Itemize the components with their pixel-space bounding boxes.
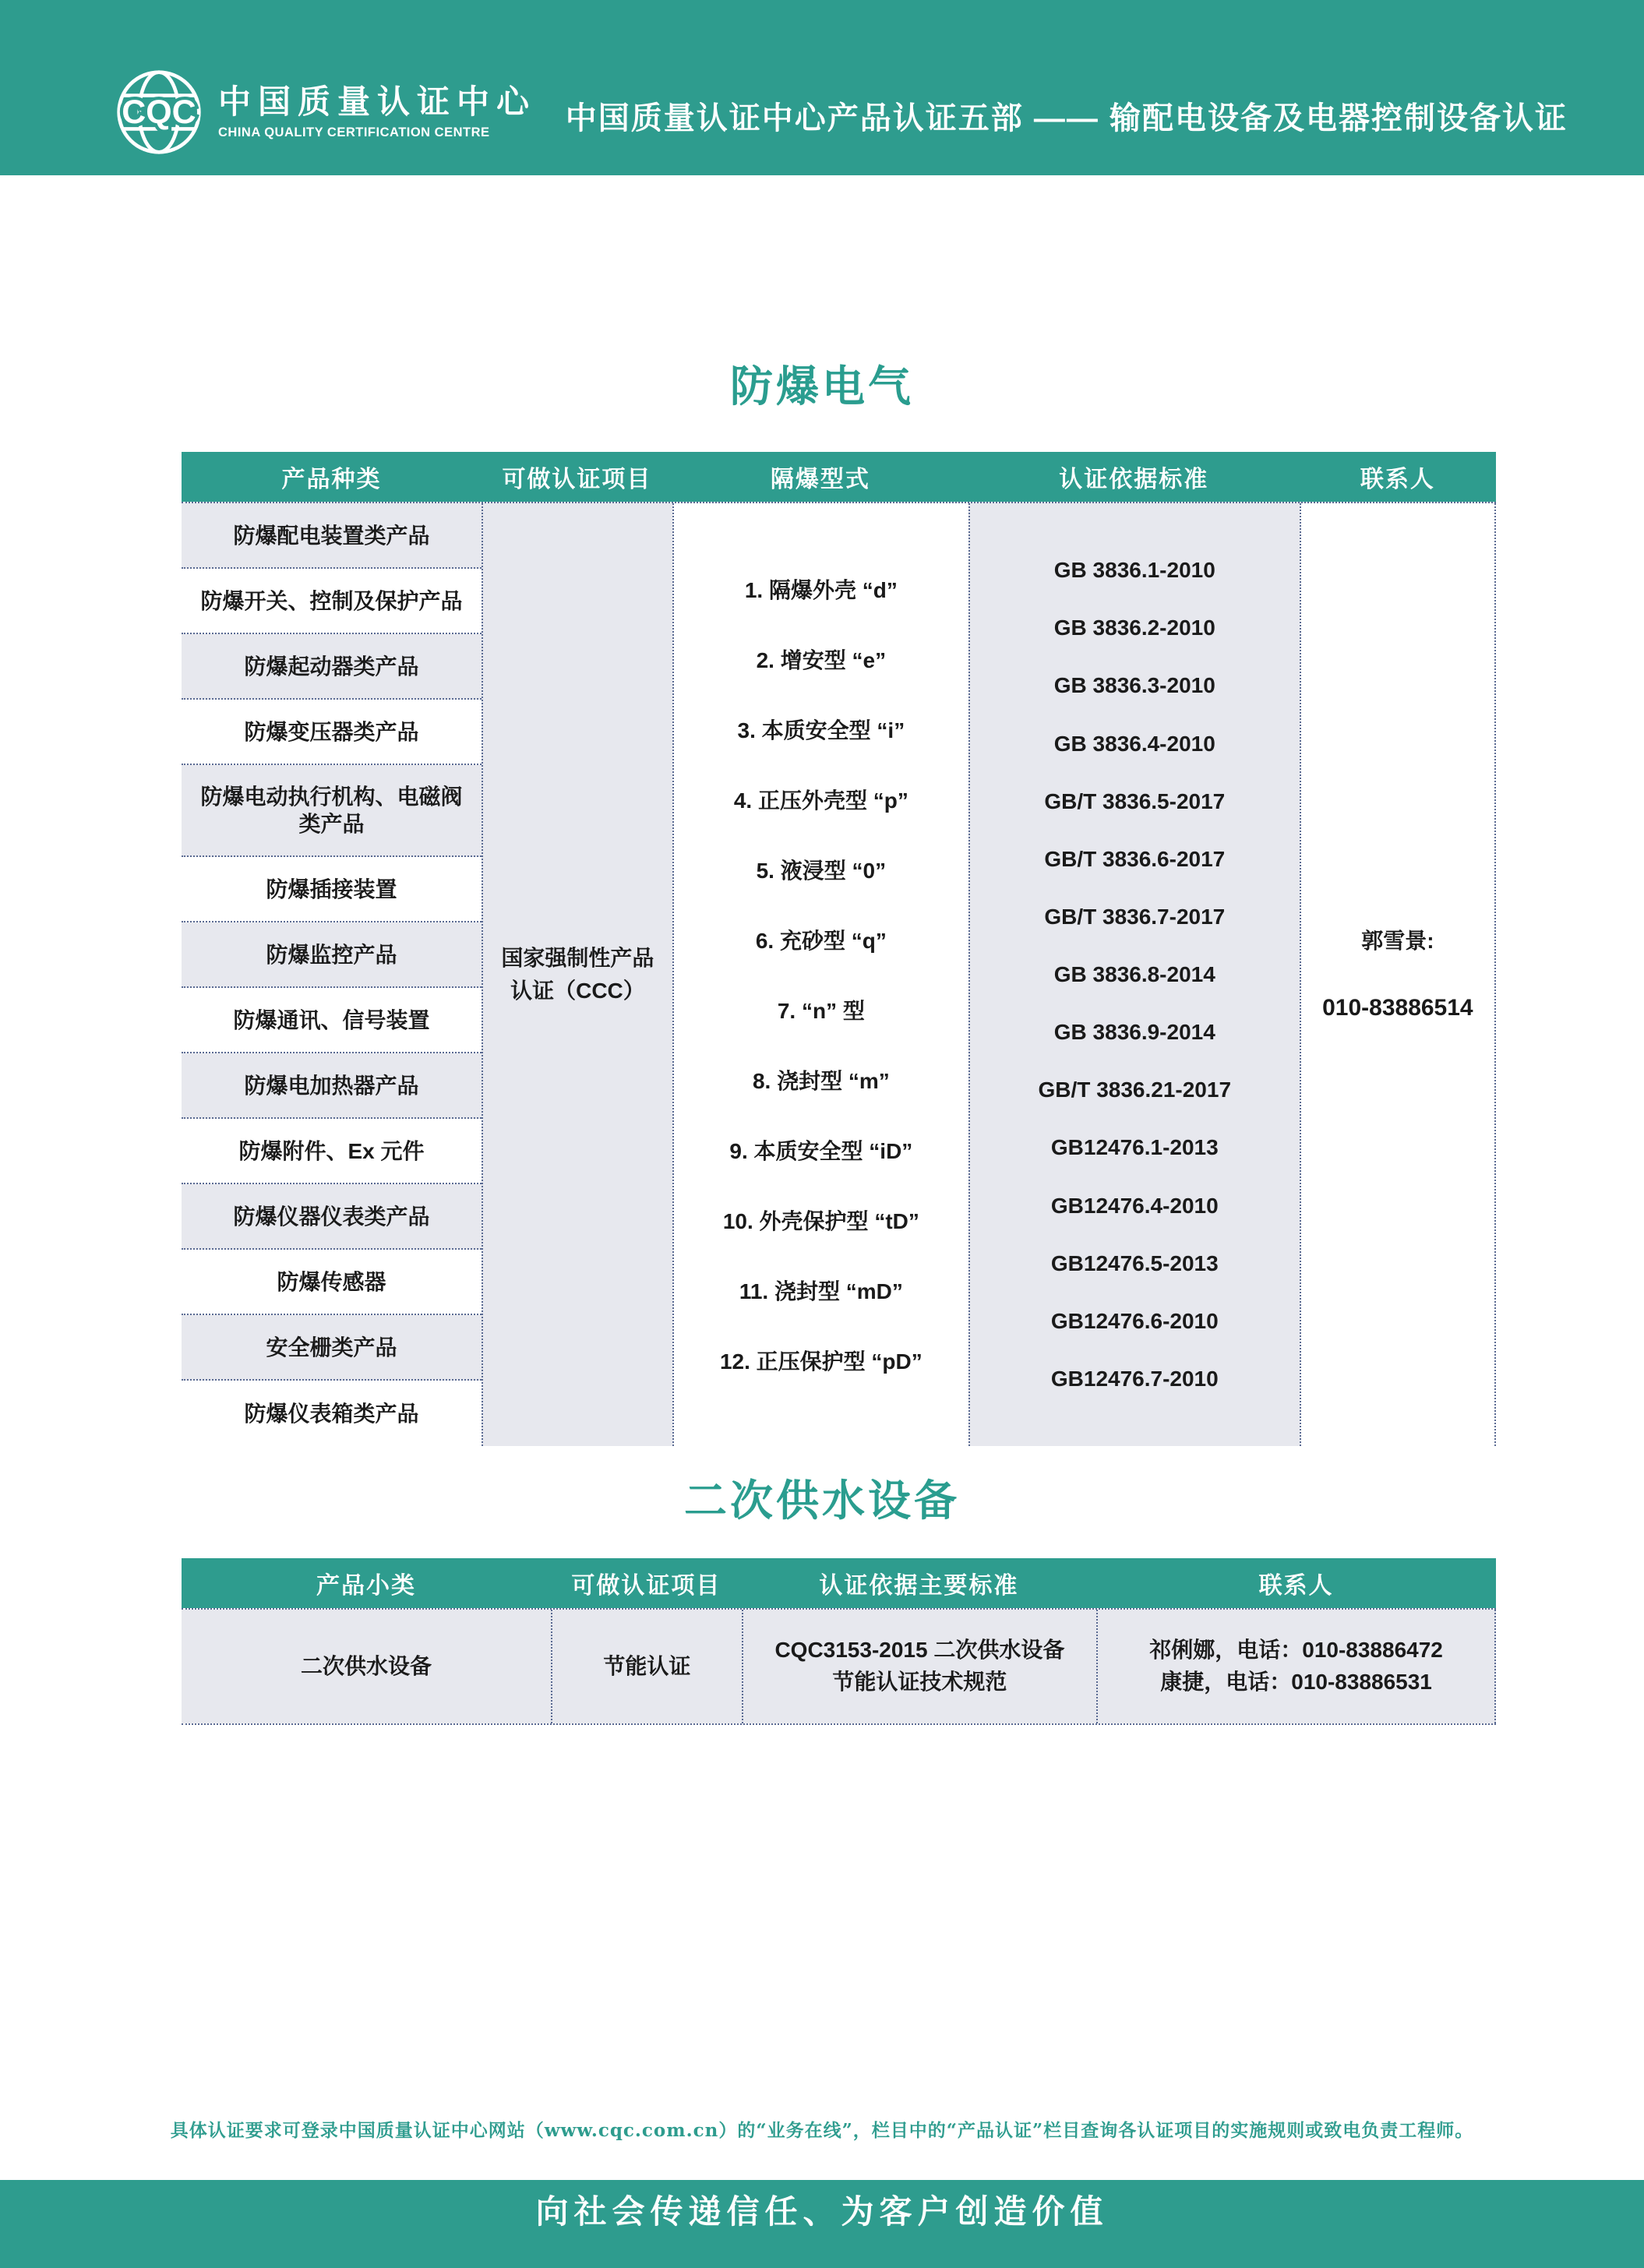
table-row: 防爆通讯、信号装置 <box>182 988 482 1053</box>
contact-line: 祁俐娜，电话：010-83886472 <box>1149 1638 1443 1663</box>
table2-header-project: 可做认证项目 <box>571 1573 721 1599</box>
standard-item: GB12476.6-2010 <box>1050 1308 1219 1333</box>
protection-types-cell <box>672 503 968 1446</box>
standard-item: GB 3836.2-2010 <box>1053 615 1215 640</box>
standard-item: GB12476.5-2013 <box>1050 1250 1219 1275</box>
table-row: 防爆电加热器产品 <box>182 1053 482 1119</box>
type-item: 2. 增安型 “e” <box>756 648 887 672</box>
table2-header-contact: 联系人 <box>1258 1573 1334 1599</box>
table1-header-products: 产品种类 <box>281 467 382 492</box>
table1-header-row <box>182 452 1496 502</box>
logo-name-en: CHINA QUALITY CERTIFICATION CENTRE <box>218 125 490 139</box>
standard-item: GB12476.4-2010 <box>1050 1193 1219 1218</box>
standard-line: 节能认证技术规范 <box>832 1670 1007 1694</box>
table1-header-contact: 联系人 <box>1360 467 1435 492</box>
table-row: 防爆仪表箱类产品 <box>182 1381 482 1446</box>
type-item: 1. 隔爆外壳 “d” <box>744 578 898 602</box>
project-cell: 节能认证 <box>551 1610 742 1723</box>
type-item: 12. 正压保护型 “pD” <box>719 1349 923 1374</box>
standard-item: GB 3836.3-2010 <box>1053 673 1215 698</box>
table2-header-row <box>182 1558 1496 1608</box>
category-cell: 二次供水设备 <box>182 1610 551 1723</box>
section2-title: 二次供水设备 <box>683 1476 960 1525</box>
logo-abbr-text: CQC <box>122 93 196 131</box>
standard-item: GB12476.1-2013 <box>1050 1135 1219 1160</box>
logo-names <box>218 84 536 139</box>
standard-line: CQC3153-2015 二次供水设备 <box>774 1638 1065 1663</box>
type-item: 9. 本质安全型 “iD” <box>729 1139 913 1163</box>
type-item: 8. 浇封型 “m” <box>752 1069 890 1093</box>
type-item: 7. “n” 型 <box>777 999 865 1023</box>
table-row: 防爆监控产品 <box>182 922 482 988</box>
top-banner <box>0 0 1644 175</box>
table2-header-standard: 认证依据主要标准 <box>819 1573 1019 1599</box>
table-row: 防爆附件、Ex 元件 <box>182 1119 482 1184</box>
standard-item: GB/T 3836.21-2017 <box>1038 1078 1232 1102</box>
standard-item: GB 3836.4-2010 <box>1053 731 1215 756</box>
contact-line: 康捷，电话：010-83886531 <box>1160 1670 1432 1694</box>
table-row: 防爆插接装置 <box>182 857 482 922</box>
contacts-cell <box>1096 1610 1496 1723</box>
table1-header-standards: 认证依据标准 <box>1059 467 1209 492</box>
type-item: 3. 本质安全型 “i” <box>737 718 905 742</box>
table-row: 防爆电动执行机构、电磁阀类产品 <box>182 765 482 857</box>
globe-icon <box>115 69 203 156</box>
slogan: 向社会传递信任、为客户创造价值 <box>535 2192 1109 2231</box>
table1-header-types: 隔爆型式 <box>770 467 870 492</box>
table1-header-certification: 可做认证项目 <box>502 467 652 492</box>
type-item: 4. 正压外壳型 “p” <box>733 788 908 813</box>
standard-cell <box>742 1610 1096 1723</box>
explosion-proof-table <box>182 452 1496 1444</box>
standard-item: GB/T 3836.6-2017 <box>1044 846 1226 871</box>
table-row: 安全栅类产品 <box>182 1315 482 1381</box>
type-item: 10. 外壳保护型 “tD” <box>722 1209 919 1233</box>
banner-title: 中国质量认证中心产品认证五部 —— 输配电设备及电器控制设备认证 <box>565 101 1568 136</box>
standard-item: GB 3836.8-2014 <box>1053 962 1215 986</box>
table-row: 防爆开关、控制及保护产品 <box>182 569 482 634</box>
type-item: 6. 充砂型 “q” <box>755 929 887 953</box>
products-column <box>182 503 482 1446</box>
contact-cell <box>1300 503 1496 1446</box>
table-row: 防爆配电装置类产品 <box>182 503 482 569</box>
footer-note: 具体认证要求可登录中国质量认证中心网站（www.cqc.com.cn）的“业务在线”，栏目中的“产品认证”栏目查询各认证项目的实施规则或致电负责工程师。 <box>170 2120 1474 2141</box>
contact-phone: 010-83886514 <box>1322 994 1473 1021</box>
type-item: 11. 浇封型 “mD” <box>739 1279 903 1303</box>
standard-item: GB 3836.9-2014 <box>1053 1020 1215 1045</box>
standards-cell <box>968 503 1300 1446</box>
table-row: 防爆仪器仪表类产品 <box>182 1184 482 1250</box>
type-item: 5. 液浸型 “0” <box>756 859 887 883</box>
contact-name: 郭雪景: <box>1361 928 1434 953</box>
table-row: 防爆传感器 <box>182 1250 482 1315</box>
table1-body <box>182 502 1496 1444</box>
water-supply-table <box>182 1558 1496 1725</box>
section1-title: 防爆电气 <box>729 362 914 411</box>
table-row: 防爆变压器类产品 <box>182 700 482 765</box>
table-row: 防爆起动器类产品 <box>182 634 482 700</box>
standard-item: GB/T 3836.5-2017 <box>1044 788 1226 813</box>
certification-cell: 国家强制性产品认证（CCC） <box>482 503 672 1446</box>
logo-name-cn: 中国质量认证中心 <box>218 83 537 121</box>
standard-item: GB12476.7-2010 <box>1050 1366 1219 1391</box>
standard-item: GB/T 3836.7-2017 <box>1044 904 1226 929</box>
table2-body <box>182 1608 1496 1725</box>
standard-item: GB 3836.1-2010 <box>1053 558 1215 583</box>
cqc-logo <box>115 69 536 156</box>
table2-header-category: 产品小类 <box>316 1573 417 1599</box>
bottom-bar <box>0 2180 1644 2268</box>
